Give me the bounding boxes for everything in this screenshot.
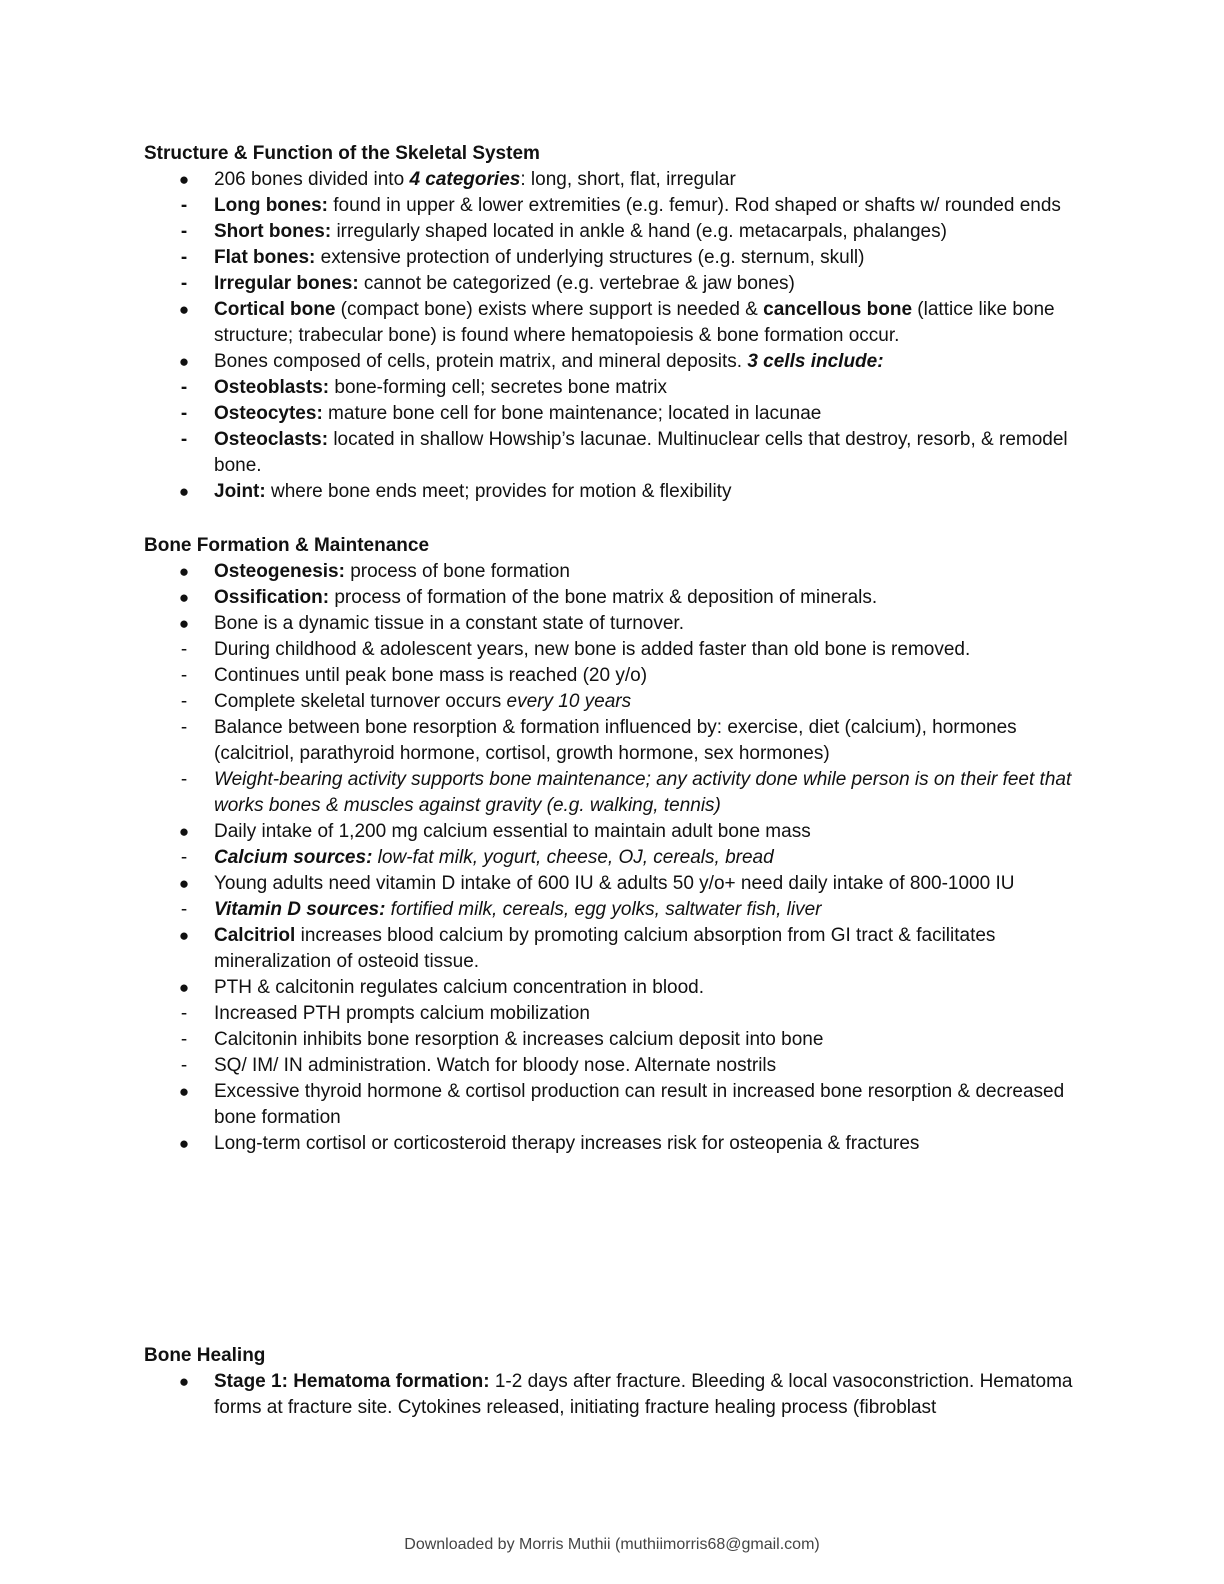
bullet-marker: ● [178, 614, 190, 633]
text-run: process of bone formation [344, 561, 570, 582]
dash-marker: - [180, 1003, 188, 1024]
list-item-text [214, 899, 822, 920]
bullet-marker: ● [178, 588, 190, 607]
list-item-text [214, 561, 570, 582]
list-item-text [214, 247, 864, 268]
list-item [144, 271, 1074, 297]
text-run: Irregular bones: [214, 273, 359, 294]
list-item [144, 637, 1074, 663]
list-item-text [214, 977, 704, 998]
list-item [144, 1131, 1074, 1157]
text-run: bone-forming cell; secretes bone matrix [329, 377, 668, 398]
list-item [144, 845, 1074, 871]
text-run: process of formation of the bone matrix & deposition of minerals. [329, 587, 878, 608]
list-item [144, 975, 1074, 1001]
text-run: low-fat milk, yogurt, cheese, OJ, cereals, bread [372, 847, 774, 868]
text-run: where bone ends meet; provides for motion & flexibility [265, 481, 732, 502]
list-item [144, 167, 1074, 193]
bullet-marker: ● [178, 822, 190, 841]
text-run: 3 cells include: [747, 351, 884, 372]
text-run: Daily intake of 1,200 mg calcium essential to maintain adult bone mass [214, 821, 811, 842]
list-item [144, 479, 1074, 505]
list-item [144, 297, 1074, 349]
bullet-marker: ● [178, 978, 190, 997]
section-heading: Bone Formation & Maintenance [144, 535, 430, 556]
list-item-text [214, 1003, 590, 1024]
download-footer: Downloaded by Morris Muthii (muthiimorris68@gmail.com) [404, 1536, 820, 1553]
dash-marker: - [180, 769, 188, 790]
text-run: Balance between bone resorption & formation influenced by: exercise, diet (calcium), hormones (calcitriol, parathyroid hormone, cortisol, growth hormone, sex hormones) [214, 717, 1017, 764]
text-run: SQ/ IM/ IN administration. Watch for bloody nose. Alternate nostrils [214, 1055, 777, 1076]
dash-marker: - [180, 221, 188, 242]
list-item [144, 689, 1074, 715]
list-item [144, 245, 1074, 271]
text-run: irregularly shaped located in ankle & hand (e.g. metacarpals, phalanges) [331, 221, 947, 242]
bullet-marker: ● [178, 352, 190, 371]
list-item [144, 1369, 1074, 1421]
dash-marker: - [180, 1055, 188, 1076]
text-run: Bones composed of cells, protein matrix, and mineral deposits. [214, 351, 748, 372]
text-run: Ossification: [214, 587, 330, 608]
text-run: Bone is a dynamic tissue in a constant state of turnover. [214, 613, 684, 634]
list-item-text [214, 873, 1014, 894]
text-run: Calcitriol [214, 925, 296, 946]
list-item [144, 193, 1074, 219]
dash-marker: - [180, 403, 188, 424]
list-item-text [214, 403, 821, 424]
text-run: cannot be categorized (e.g. vertebrae & jaw bones) [358, 273, 795, 294]
list-item-text [214, 639, 970, 660]
section-bone-healing [144, 1343, 1074, 1421]
text-run: (compact bone) exists where support is needed & [335, 299, 764, 320]
dash-marker: - [180, 665, 188, 686]
bullet-marker: ● [178, 1372, 190, 1391]
text-run: mature bone cell for bone maintenance; located in lacunae [322, 403, 822, 424]
list-item-text [214, 195, 1061, 216]
text-run: Cortical bone [214, 299, 336, 320]
dash-marker: - [180, 273, 188, 294]
list-item [144, 1001, 1074, 1027]
dash-marker: - [180, 195, 188, 216]
list-item-text [214, 1081, 1064, 1128]
text-run: Young adults need vitamin D intake of 600 IU & adults 50 y/o+ need daily intake of 800-1000 IU [214, 873, 1015, 894]
dash-marker: - [180, 717, 188, 738]
list-item [144, 427, 1074, 479]
list-item-text [214, 665, 647, 686]
text-run: increases blood calcium by promoting calcium absorption from GI tract & facilitates mineralization of osteoid tissue. [214, 925, 996, 972]
text-run: Osteocytes: [214, 403, 323, 424]
bullet-marker: ● [178, 1082, 190, 1101]
bullet-marker: ● [178, 926, 190, 945]
text-run: Long bones: [214, 195, 328, 216]
list-item-text [214, 221, 947, 242]
list-item [144, 871, 1074, 897]
text-run: Weight-bearing activity supports bone maintenance; any activity done while person is on their feet that works bones & muscles against gravity (e.g. walking, tennis) [214, 769, 1072, 816]
text-run: extensive protection of underlying structures (e.g. sternum, skull) [315, 247, 865, 268]
list-item [144, 219, 1074, 245]
text-run: Continues until peak bone mass is reached (20 y/o) [214, 665, 648, 686]
list-item-text [214, 821, 811, 842]
text-run: every 10 years [506, 691, 632, 712]
list-item-text [214, 613, 684, 634]
list-item [144, 715, 1074, 767]
text-run: (lattice like bone structure; trabecular bone) is found where hematopoiesis & bone formation occur. [214, 299, 1055, 346]
list-item [144, 767, 1074, 819]
text-run: found in upper & lower extremities (e.g. femur). Rod shaped or shafts w/ rounded ends [327, 195, 1061, 216]
list-item [144, 663, 1074, 689]
list-item-text [214, 273, 795, 294]
section-heading: Bone Healing [144, 1345, 266, 1366]
text-run: Calcium sources: [214, 847, 373, 868]
list-item [144, 559, 1074, 585]
list-item [144, 401, 1074, 427]
dash-marker: - [180, 691, 188, 712]
list-item-text [214, 1133, 919, 1154]
text-run: 1-2 days after fracture. Bleeding & local vasoconstriction. Hematoma forms at fracture site. Cytokines released, initiating fracture healing process (fibroblast [214, 1371, 1073, 1418]
dash-marker: - [180, 247, 188, 268]
bullet-marker: ● [178, 482, 190, 501]
list-item [144, 923, 1074, 975]
text-run: Flat bones: [214, 247, 316, 268]
list-item-text [214, 717, 1017, 764]
list-item-text [214, 691, 631, 712]
bullet-marker: ● [178, 300, 190, 319]
text-run: During childhood & adolescent years, new bone is added faster than old bone is removed. [214, 639, 971, 660]
list-item-text [214, 587, 877, 608]
text-run: Stage 1: Hematoma formation: [214, 1371, 490, 1392]
bullet-marker: ● [178, 874, 190, 893]
list-item [144, 611, 1074, 637]
list-item [144, 349, 1074, 375]
text-run: Osteoblasts: [214, 377, 330, 398]
list-item [144, 897, 1074, 923]
text-run: cancellous bone [763, 299, 913, 320]
list-item [144, 585, 1074, 611]
bullet-list [144, 1369, 1074, 1421]
text-run: 206 bones divided into [214, 169, 410, 190]
text-run: 4 categories [409, 169, 521, 190]
list-item-text [214, 429, 1068, 476]
text-run: : long, short, flat, irregular [520, 169, 736, 190]
bullet-marker: ● [178, 562, 190, 581]
text-run: Joint: [214, 481, 266, 502]
list-item-text [214, 169, 736, 190]
bullet-marker: ● [178, 170, 190, 189]
list-item-text [214, 925, 995, 972]
list-item-text [214, 847, 774, 868]
text-run: Osteoclasts: [214, 429, 329, 450]
dash-marker: - [180, 847, 188, 868]
dash-marker: - [180, 429, 188, 450]
section-bone-formation [144, 533, 1074, 1157]
list-item-text [214, 351, 884, 372]
text-run: Calcitonin inhibits bone resorption & increases calcium deposit into bone [214, 1029, 824, 1050]
text-run: located in shallow Howship’s lacunae. Multinuclear cells that destroy, resorb, & remodel bone. [214, 429, 1068, 476]
list-item-text [214, 1055, 776, 1076]
section-skeletal-system [144, 141, 1074, 505]
list-item-text [214, 481, 731, 502]
list-item [144, 819, 1074, 845]
list-item [144, 375, 1074, 401]
bullet-list [144, 559, 1074, 1157]
list-item-text [214, 377, 667, 398]
text-run: fortified milk, cereals, egg yolks, saltwater fish, liver [385, 899, 822, 920]
list-item-text [214, 299, 1055, 346]
list-item-text [214, 769, 1071, 816]
list-item [144, 1079, 1074, 1131]
list-item [144, 1053, 1074, 1079]
text-run: Vitamin D sources: [214, 899, 386, 920]
text-run: Short bones: [214, 221, 332, 242]
list-item [144, 1027, 1074, 1053]
text-run: Osteogenesis: [214, 561, 345, 582]
bullet-list [144, 167, 1074, 505]
dash-marker: - [180, 899, 188, 920]
text-run: Increased PTH prompts calcium mobilization [214, 1003, 590, 1024]
dash-marker: - [180, 377, 188, 398]
section-heading: Structure & Function of the Skeletal System [144, 143, 540, 164]
list-item-text [214, 1371, 1073, 1418]
bullet-marker: ● [178, 1134, 190, 1153]
text-run: PTH & calcitonin regulates calcium concentration in blood. [214, 977, 705, 998]
list-item-text [214, 1029, 823, 1050]
text-run: Complete skeletal turnover occurs [214, 691, 507, 712]
text-run: Excessive thyroid hormone & cortisol production can result in increased bone resorption & decreased bone formation [214, 1081, 1065, 1128]
dash-marker: - [180, 639, 188, 660]
dash-marker: - [180, 1029, 188, 1050]
text-run: Long-term cortisol or corticosteroid therapy increases risk for osteopenia & fractures [214, 1133, 920, 1154]
